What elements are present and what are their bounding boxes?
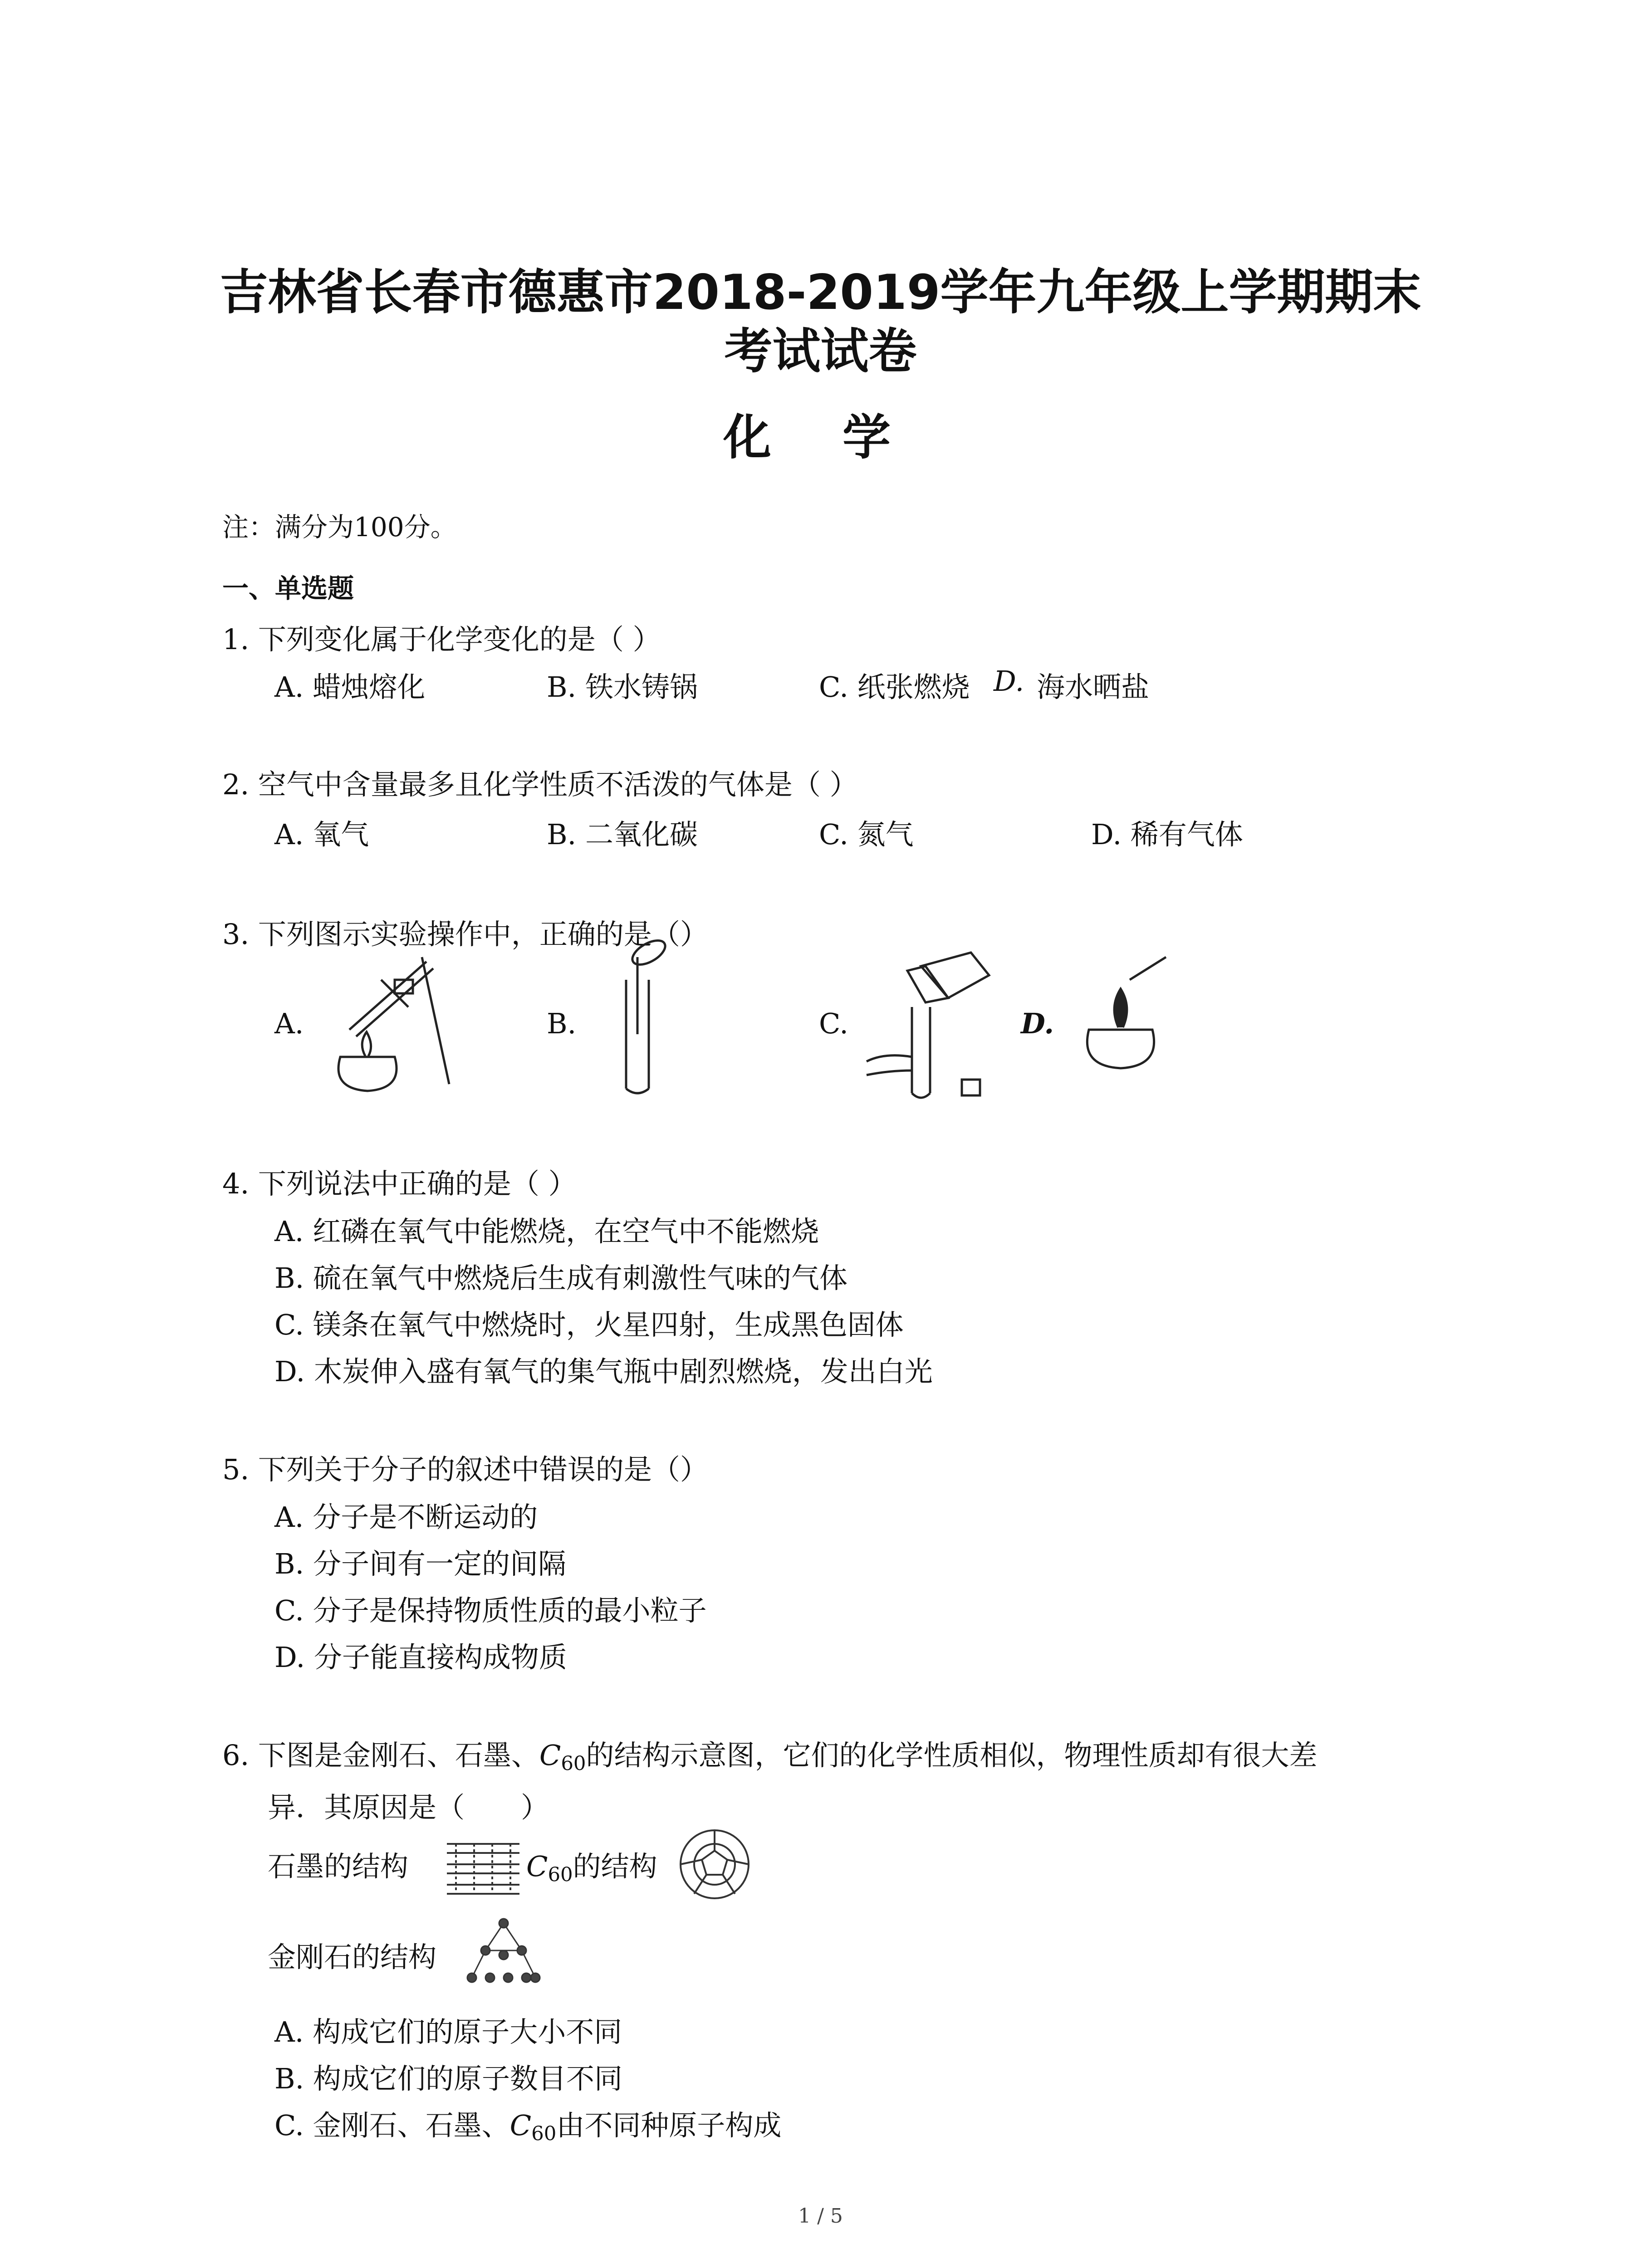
question-2-option-b: B. 二氧化碳 <box>547 818 698 851</box>
graphite-structure-figure <box>442 1835 524 1898</box>
question-3-stem: 3. 下列图示实验操作中，正确的是（） <box>222 918 708 951</box>
diamond-structure-figure <box>463 1914 544 1987</box>
question-6-option-a: A. 构成它们的原子大小不同 <box>274 2015 622 2048</box>
question-5-option-d: D. 分子能直接构成物质 <box>274 1641 567 1674</box>
question-4-option-c: C. 镁条在氧气中燃烧时，火星四射，生成黑色固体 <box>274 1308 904 1341</box>
lab-dropper-figure <box>599 939 690 1102</box>
question-6-stem-line2: 异．其原因是（ ） <box>268 1791 549 1824</box>
question-1-option-d-letter: D. <box>994 665 1024 698</box>
question-5-stem: 5. 下列关于分子的叙述中错误的是（） <box>222 1453 708 1486</box>
lab-heating-tube-figure <box>313 953 458 1102</box>
question-3-option-a: A. <box>274 1007 304 1040</box>
question-4-option-a: A. 红磷在氧气中能燃烧，在空气中不能燃烧 <box>274 1215 819 1248</box>
question-1-option-b: B. 铁水铸锅 <box>547 670 698 704</box>
subject-title: 化 学 <box>723 410 918 465</box>
question-3-option-c: C. <box>819 1007 848 1040</box>
question-4-option-d: D. 木炭伸入盛有氧气的集气瓶中剧烈燃烧，发出白光 <box>274 1355 933 1388</box>
question-2-stem: 2. 空气中含量最多且化学性质不活泼的气体是（ ） <box>222 768 858 801</box>
question-5-option-b: B. 分子间有一定的间隔 <box>274 1547 566 1580</box>
c60-structure-figure <box>676 1826 753 1903</box>
score-note: 注：满分为100分。 <box>222 512 457 543</box>
question-1-stem: 1. 下列变化属于化学变化的是（ ） <box>222 623 661 656</box>
question-3-option-b: B. <box>547 1007 577 1040</box>
diamond-structure-label: 金刚石的结构 <box>268 1941 437 1974</box>
question-5-option-a: A. 分子是不断运动的 <box>274 1501 538 1534</box>
question-1-option-d: 海水晒盐 <box>1037 670 1150 704</box>
question-1-option-a: A. 蜡烛熔化 <box>274 670 426 704</box>
question-3-option-d: D. <box>1021 1007 1054 1040</box>
c60-structure-label: $C_{60}$的结构 <box>526 1850 657 1886</box>
section-heading: 一、单选题 <box>222 573 354 604</box>
lab-pouring-figure <box>857 948 1003 1107</box>
question-4-stem: 4. 下列说法中正确的是（ ） <box>222 1167 577 1200</box>
question-2-option-d: D. 稀有气体 <box>1091 818 1243 851</box>
question-5-option-c: C. 分子是保持物质性质的最小粒子 <box>274 1594 707 1627</box>
page-title-line1: 吉林省长春市德惠市2018-2019学年九年级上学期期末 <box>220 264 1421 320</box>
question-2-option-a: A. 氧气 <box>274 818 369 851</box>
question-6-stem-line1: 6. 下图是金刚石、石墨、$C_{60}$的结构示意图，它们的化学性质相似，物理性质却有很大差 <box>222 1739 1318 1775</box>
question-1-option-c: C. 纸张燃烧 <box>819 670 970 704</box>
page-number: 1 / 5 <box>798 2204 843 2228</box>
page-title-line2: 考试试卷 <box>724 323 917 379</box>
question-4-option-b: B. 硫在氧气中燃烧后生成有刺激性气味的气体 <box>274 1261 847 1295</box>
question-2-option-c: C. 氮气 <box>819 818 914 851</box>
question-6-option-b: B. 构成它们的原子数目不同 <box>274 2062 622 2095</box>
graphite-structure-label: 石墨的结构 <box>268 1850 409 1883</box>
question-6-option-c: C. 金刚石、石墨、$C_{60}$由不同种原子构成 <box>274 2109 782 2145</box>
lab-alcohol-lamp-figure <box>1071 953 1180 1080</box>
